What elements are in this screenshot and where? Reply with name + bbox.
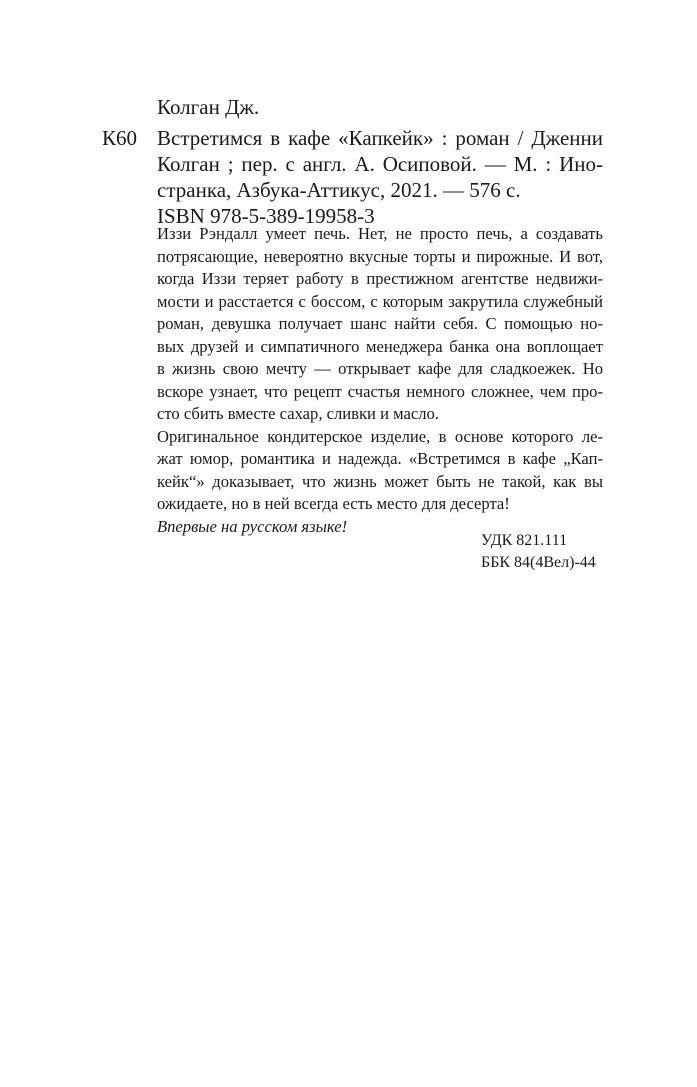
annotation-line: в жизнь свою мечту — открывает кафе для сладкоежек. Но (157, 359, 603, 378)
annotation-line: мости и расстается с боссом, с которым закрутила служебный (157, 291, 603, 311)
classification-codes (481, 530, 596, 574)
annotation-line: вых друзей и симпатичного менеджера банка она воплощает (157, 336, 603, 356)
author-heading: Колган Дж. (157, 95, 260, 119)
annotation-line: Оригинальное кондитерское изделие, в основе которого ле- (157, 426, 603, 446)
isbn-line: ISBN 978-5-389-19958-3 (157, 204, 375, 228)
bib-line: странка, Азбука-Аттикус, 2021. — 576 с. (157, 178, 521, 202)
bib-line: Колган ; пер. с англ. А. Осиповой. — М. : Ино- (157, 152, 603, 176)
annotation-line: ожидаете, но в ней всегда есть место для десерта! (157, 494, 510, 513)
first-russian-edition-note: Впервые на русском языке! (157, 516, 348, 536)
annotation-line: когда Иззи теряет работу в престижном агентстве недвижи- (157, 269, 603, 288)
annotation-line: кейк“» доказывает, что жизнь может быть не такой, как вы (157, 471, 603, 491)
annotation (157, 223, 603, 538)
annotation-line: потрясающие, невероятно вкусные торты и пирожные. И вот, (157, 246, 603, 266)
author-mark-code: К60 (102, 126, 138, 150)
bbk-code: ББК 84(4Вел)-44 (481, 554, 596, 571)
annotation-line: Иззи Рэндалл умеет печь. Нет, не просто печь, а создавать (157, 224, 603, 243)
annotation-line: роман, девушка получает шанс найти себя. С помощью но- (157, 314, 603, 333)
annotation-line: сто сбить вместе сахар, сливки и масло. (157, 404, 439, 423)
bib-line: Встретимся в кафе «Капкейк» : роман / Дженни (157, 126, 603, 150)
annotation-line: вскоре узнает, что рецепт счастья немного сложнее, чем про- (157, 381, 603, 401)
udk-code: УДК 821.111 (481, 532, 568, 549)
bibliographic-description (157, 125, 603, 229)
annotation-line: жат юмор, романтика и надежда. «Встретимся в кафе „Кап- (157, 449, 603, 468)
